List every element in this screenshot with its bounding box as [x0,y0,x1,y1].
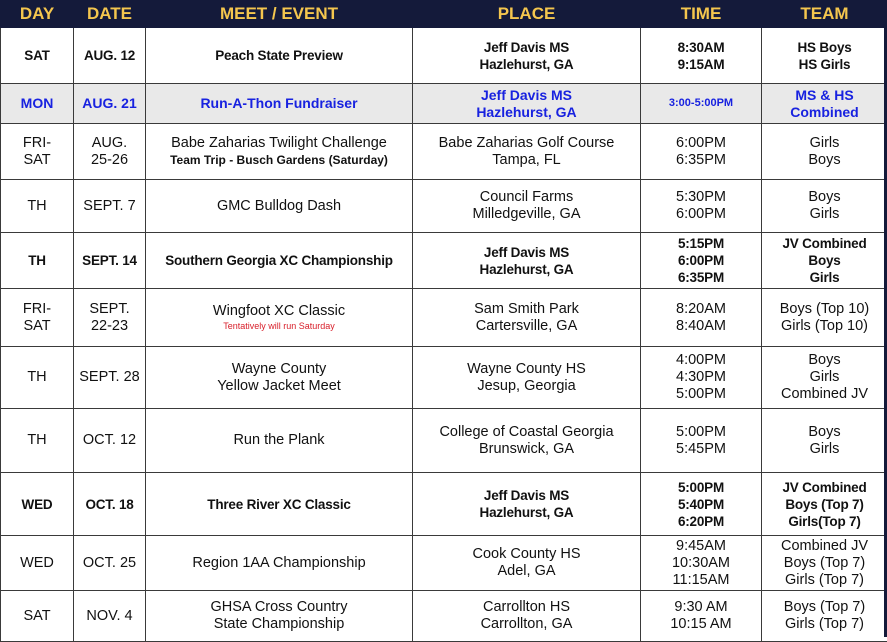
cell-team [762,289,887,347]
date-line: OCT. 25 [76,555,143,572]
team-line: Boys [764,424,885,441]
cell-day [1,84,74,124]
date-line: AUG. 21 [76,95,143,112]
event-line: GHSA Cross Country [148,599,410,616]
team-line: Boys (Top 7) [764,555,885,572]
day-line: SAT [3,318,71,335]
time-line: 6:35PM [643,152,759,169]
time-line: 5:00PM [643,424,759,441]
table-row [1,124,887,180]
team-line: Boys [764,252,885,269]
place-line: Jeff Davis MS [415,487,638,504]
place-line: Sam Smith Park [415,301,638,318]
team-line: Girls [764,206,885,223]
day-line: FRI- [3,301,71,318]
cell-time [641,536,762,591]
day-line: SAT [3,608,71,625]
table-row [1,473,887,536]
cell-event [146,289,413,347]
team-line: Combined [764,104,885,121]
place-line: Jeff Davis MS [415,87,638,104]
table-row [1,591,887,642]
team-line: Boys (Top 7) [764,496,885,513]
team-line: Boys (Top 7) [764,599,885,616]
cell-place [413,409,641,473]
cell-day [1,233,74,289]
cell-time [641,180,762,233]
time-line: 8:40AM [643,318,759,335]
time-line: 5:00PM [643,386,759,403]
cell-date [74,28,146,84]
table-row [1,28,887,84]
team-line: Girls (Top 7) [764,572,885,589]
event-line: Run the Plank [148,432,410,449]
event-note: Tentatively will run Saturday [148,320,410,332]
day-line: TH [3,432,71,449]
event-line: GMC Bulldog Dash [148,198,410,215]
cell-date [74,347,146,409]
team-line: Boys [764,352,885,369]
place-line: Tampa, FL [415,152,638,169]
team-line: Boys [764,152,885,169]
cell-team [762,591,887,642]
cell-day [1,180,74,233]
cell-day [1,289,74,347]
cell-place [413,124,641,180]
cell-event [146,84,413,124]
time-line: 4:30PM [643,369,759,386]
cell-team [762,180,887,233]
day-line: TH [3,198,71,215]
cell-date [74,591,146,642]
place-line: Jeff Davis MS [415,39,638,56]
cell-event [146,233,413,289]
cell-team [762,473,887,536]
time-line: 9:45AM [643,538,759,555]
cell-time [641,347,762,409]
cell-time [641,233,762,289]
place-line: Adel, GA [415,563,638,580]
date-line: NOV. 4 [76,608,143,625]
time-line: 5:00PM [643,479,759,496]
table-row [1,409,887,473]
date-line: SEPT. 28 [76,369,143,386]
time-line: 6:00PM [643,252,759,269]
cell-date [74,536,146,591]
day-line: FRI- [3,135,71,152]
cell-time [641,124,762,180]
day-line: SAT [3,47,71,64]
time-line: 8:30AM [643,39,759,56]
time-line: 5:15PM [643,235,759,252]
cell-date [74,233,146,289]
date-line: OCT. 12 [76,432,143,449]
cell-date [74,409,146,473]
cell-team [762,84,887,124]
table-row [1,289,887,347]
cell-place [413,591,641,642]
event-line: Peach State Preview [148,47,410,64]
place-line: Carrollton, GA [415,616,638,633]
team-line: JV Combined [764,235,885,252]
cell-team [762,409,887,473]
cell-date [74,84,146,124]
cell-place [413,180,641,233]
team-line: JV Combined [764,479,885,496]
cell-team [762,536,887,591]
place-line: College of Coastal Georgia [415,424,638,441]
cell-time [641,409,762,473]
cell-date [74,473,146,536]
day-line: MON [3,95,71,112]
place-line: Jeff Davis MS [415,244,638,261]
day-line: WED [3,555,71,572]
cell-time [641,84,762,124]
header-row [1,1,887,28]
event-line: Region 1AA Championship [148,555,410,572]
header-date: DATE [74,1,146,28]
cell-date [74,180,146,233]
time-line: 6:20PM [643,513,759,530]
cell-event [146,180,413,233]
time-line: 6:00PM [643,135,759,152]
event-line: Babe Zaharias Twilight Challenge [148,135,410,152]
table-row [1,180,887,233]
cell-place [413,536,641,591]
cell-date [74,124,146,180]
team-line: Girls [764,135,885,152]
date-line: AUG. [76,135,143,152]
event-subtitle: Team Trip - Busch Gardens (Saturday) [148,152,410,169]
cell-team [762,124,887,180]
cell-event [146,347,413,409]
cell-place [413,84,641,124]
header-event: MEET / EVENT [146,1,413,28]
header-place: PLACE [413,1,641,28]
team-line: Girls (Top 10) [764,318,885,335]
event-line: Wayne County [148,361,410,378]
cell-place [413,233,641,289]
cell-place [413,289,641,347]
team-line: HS Boys [764,39,885,56]
table-row [1,233,887,289]
header-time: TIME [641,1,762,28]
team-line: MS & HS [764,87,885,104]
date-line: SEPT. [76,301,143,318]
date-line: SEPT. 7 [76,198,143,215]
cell-team [762,28,887,84]
place-line: Babe Zaharias Golf Course [415,135,638,152]
cell-day [1,591,74,642]
header-team: TEAM [762,1,887,28]
team-line: Girls [764,269,885,286]
cell-time [641,28,762,84]
place-line: Hazlehurst, GA [415,56,638,73]
table-row [1,84,887,124]
cell-day [1,28,74,84]
day-line: TH [3,369,71,386]
team-line: Boys (Top 10) [764,301,885,318]
place-line: Wayne County HS [415,361,638,378]
time-line: 4:00PM [643,352,759,369]
team-line: Girls [764,369,885,386]
place-line: Brunswick, GA [415,441,638,458]
table-row [1,347,887,409]
cell-event [146,591,413,642]
day-line: TH [3,252,71,269]
date-line: 25-26 [76,152,143,169]
time-line: 10:15 AM [643,616,759,633]
event-line: Run-A-Thon Fundraiser [148,95,410,112]
cell-event [146,409,413,473]
team-line: Girls (Top 7) [764,616,885,633]
place-line: Milledgeville, GA [415,206,638,223]
team-line: Combined JV [764,386,885,403]
place-line: Council Farms [415,189,638,206]
date-line: SEPT. 14 [76,252,143,269]
cell-day [1,536,74,591]
place-line: Hazlehurst, GA [415,261,638,278]
date-line: OCT. 18 [76,496,143,513]
time-line: 3:00-5:00PM [643,95,759,112]
cell-event [146,28,413,84]
cell-team [762,233,887,289]
cell-event [146,536,413,591]
event-line: Three River XC Classic [148,496,410,513]
place-line: Hazlehurst, GA [415,104,638,121]
event-line: State Championship [148,616,410,633]
cell-day [1,473,74,536]
team-line: HS Girls [764,56,885,73]
cell-day [1,409,74,473]
time-line: 8:20AM [643,301,759,318]
day-line: SAT [3,152,71,169]
cell-place [413,347,641,409]
time-line: 6:35PM [643,269,759,286]
time-line: 5:40PM [643,496,759,513]
time-line: 5:30PM [643,189,759,206]
cell-event [146,124,413,180]
event-line: Wingfoot XC Classic [148,303,410,320]
date-line: AUG. 12 [76,47,143,64]
team-line: Girls [764,441,885,458]
cell-time [641,473,762,536]
place-line: Jesup, Georgia [415,378,638,395]
team-line: Girls(Top 7) [764,513,885,530]
place-line: Hazlehurst, GA [415,504,638,521]
team-line: Combined JV [764,538,885,555]
place-line: Cartersville, GA [415,318,638,335]
team-line: Boys [764,189,885,206]
cell-date [74,289,146,347]
place-line: Cook County HS [415,546,638,563]
cell-day [1,347,74,409]
cell-day [1,124,74,180]
event-line: Yellow Jacket Meet [148,378,410,395]
cell-event [146,473,413,536]
place-line: Carrollton HS [415,599,638,616]
header-day: DAY [1,1,74,28]
table-row [1,536,887,591]
time-line: 10:30AM [643,555,759,572]
event-line: Southern Georgia XC Championship [148,252,410,269]
date-line: 22-23 [76,318,143,335]
cell-time [641,289,762,347]
time-line: 9:15AM [643,56,759,73]
time-line: 11:15AM [643,572,759,589]
cell-team [762,347,887,409]
time-line: 6:00PM [643,206,759,223]
cell-place [413,28,641,84]
cell-time [641,591,762,642]
time-line: 5:45PM [643,441,759,458]
day-line: WED [3,496,71,513]
time-line: 9:30 AM [643,599,759,616]
cell-place [413,473,641,536]
